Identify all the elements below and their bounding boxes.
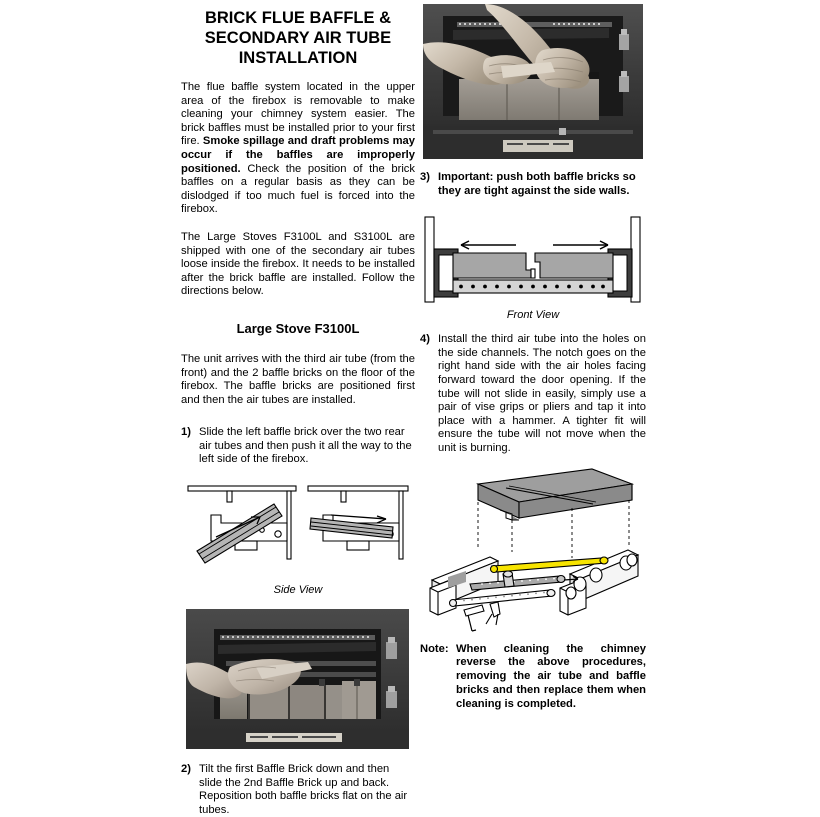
isometric-air-tube-install-diagram xyxy=(420,462,646,637)
left-column xyxy=(181,0,415,817)
photo-hands-pushing-baffle-bricks xyxy=(423,4,643,159)
page-title-line-2: SECONDARY AIR TUBE xyxy=(204,29,392,47)
isometric-figure xyxy=(420,462,646,637)
page-title-line-3: INSTALLATION xyxy=(238,49,358,67)
third-paragraph: The unit arrives with the third air tube (from the front) and the 2 baffle bricks on the floor of the firebox. The baffle bricks are positioned first and then the air tubes are installed. xyxy=(181,352,415,406)
photo-hand-tilting-baffle-brick xyxy=(186,609,409,749)
section-heading-large-stove: Large Stove F3100L xyxy=(236,320,360,336)
intro-paragraph-warning: Smoke spillage and draft problems may occur if the baffles are improperly positioned. xyxy=(181,135,415,175)
step-1-text: Slide the left baffle brick over the two rear air tubes and then push it all the way to the left side of the firebox. xyxy=(199,426,412,466)
side-view-caption: Side View xyxy=(273,584,323,597)
step-4-text: Install the third air tube into the holes on the side channels. The notch goes on the right hand side with the air holes facing forward toward the door opening. If the tube will not slide in easily, simply use a pair of vise grips or pliers and tap it into place with a hammer. A tighter fit will ensure the tube will not move when the unit is burning. xyxy=(438,333,646,454)
step-2 xyxy=(181,763,415,817)
side-view-figure xyxy=(181,479,415,596)
step-4-number: 4) xyxy=(420,333,430,346)
front-view-caption: Front View xyxy=(506,309,560,322)
front-view-figure xyxy=(420,212,646,321)
step-4 xyxy=(420,333,646,455)
page-title xyxy=(181,8,415,68)
photo-top-right-figure xyxy=(423,4,646,159)
photo-bottom-left-figure xyxy=(186,609,415,749)
second-paragraph: The Large Stoves F3100L and S3100L are shipped with one of the secondary air tubes loose inside the firebox. It needs to be installed after the brick baffle are installed. Follow the directions below. xyxy=(181,230,415,298)
intro-paragraph-part-1: The flue baffle system located in the upper area of the firebox is removable to make cleaning your chimney system easier. The brick baffles must be installed prior to your first fire. xyxy=(181,81,415,148)
step-1 xyxy=(181,426,415,467)
intro-paragraph-part-2: Check the position of the brick baffles on a regular basis as they can be dislodged if too much fuel is forced into the firebox. xyxy=(181,162,415,216)
note-text: When cleaning the chimney reverse the above procedures, removing the air tube and baffle bricks and then replace them when cleaning is completed. xyxy=(456,642,646,710)
front-view-baffle-diagram xyxy=(420,212,646,307)
step-2-number: 2) xyxy=(181,763,191,776)
step-3 xyxy=(420,171,646,198)
note-label: Note: xyxy=(420,642,449,655)
step-3-number: 3) xyxy=(420,171,430,183)
side-view-baffle-diagram xyxy=(181,479,415,581)
step-3-text: Important: push both baffle bricks so they are tight against the side walls. xyxy=(438,171,636,197)
page-title-line-1: BRICK FLUE BAFFLE & xyxy=(204,9,392,27)
step-2-text: Tilt the first Baffle Brick down and then slide the 2nd Baffle Brick up and back. Reposition both baffle bricks flat on the air tubes. xyxy=(199,763,408,816)
right-column xyxy=(420,0,646,712)
step-1-number: 1) xyxy=(181,426,191,439)
intro-paragraph xyxy=(181,81,415,217)
note-block xyxy=(420,643,646,712)
